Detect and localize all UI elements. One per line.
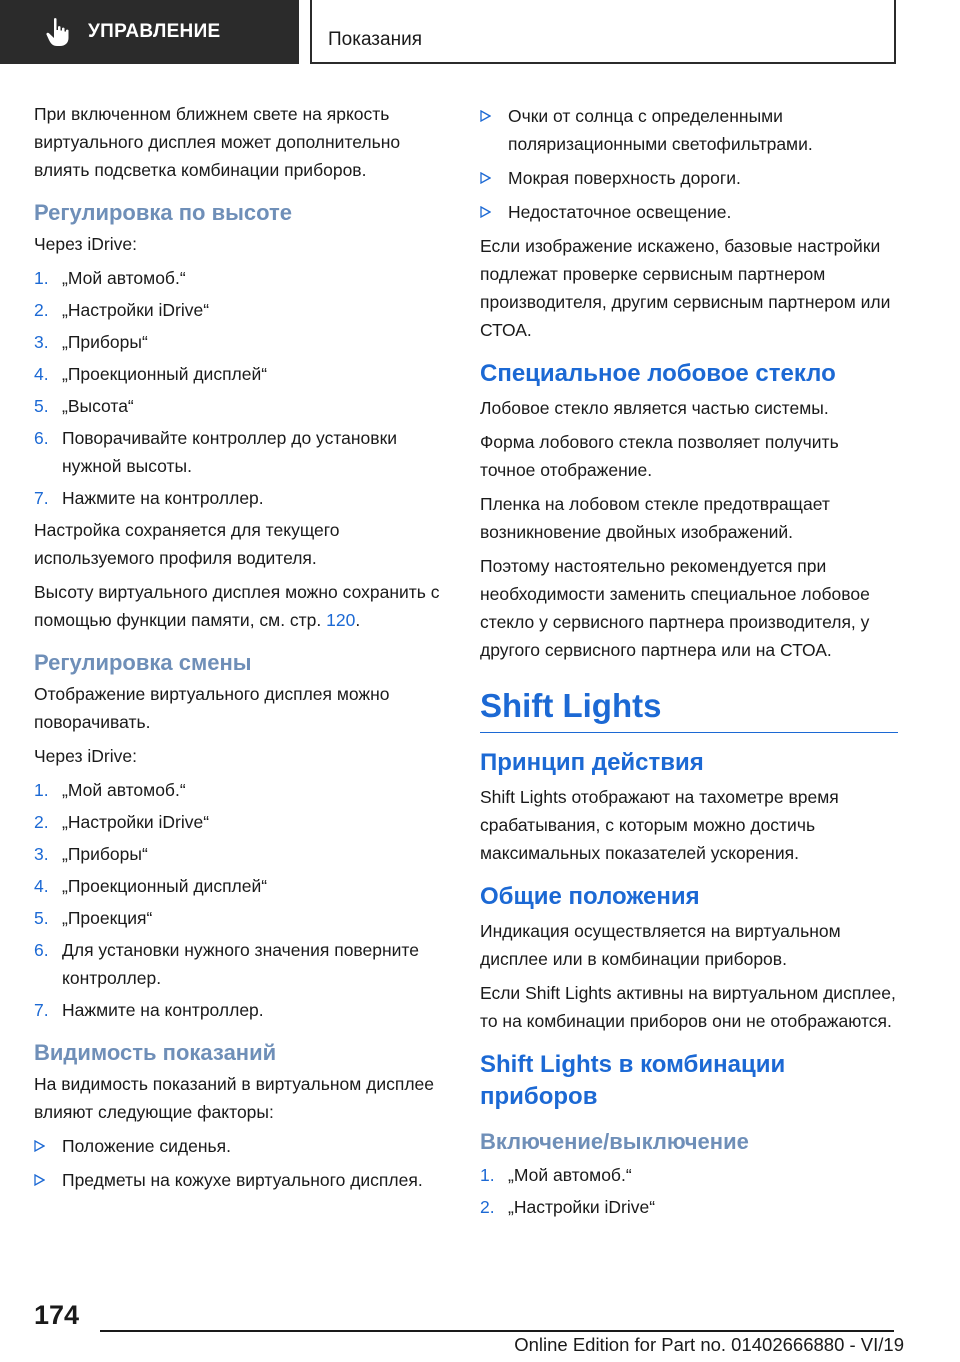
windshield-p2: Форма лобового стекла позволяет получить точное отображение. xyxy=(480,432,839,480)
triangle-bullet-icon xyxy=(34,1166,48,1194)
list-item: 2. „Настройки iDrive“ xyxy=(34,812,210,832)
list-item: 3. „Приборы“ xyxy=(34,332,148,352)
page-header xyxy=(310,0,896,64)
list-item: Положение сиденья. xyxy=(34,1132,452,1160)
visibility-bullets xyxy=(34,1132,452,1194)
list-item: 1. „Мой автомоб.“ xyxy=(480,1165,632,1185)
shift-lights-heading: Shift Lights xyxy=(480,686,898,733)
list-item: 5. „Высота“ xyxy=(34,396,134,416)
page-number: 174 xyxy=(34,1300,80,1330)
left-column xyxy=(34,100,452,1200)
list-item: 3. „Приборы“ xyxy=(34,844,148,864)
principle-paragraph: Shift Lights отображают на тахометре время срабатывания, с которым можно достичь максимальных показателей ускорения. xyxy=(480,787,839,863)
list-item: Очки от солнца с определенными поляризационными светофильтрами. xyxy=(480,102,898,158)
visibility-lead: На видимость показаний в виртуальном дисплее влияют следующие факторы: xyxy=(34,1074,435,1122)
hand-pointer-icon xyxy=(38,12,78,52)
onoff-heading: Включение/выключение xyxy=(480,1129,749,1154)
section-title: УПРАВЛЕНИЕ xyxy=(88,21,221,42)
general-p2: Если Shift Lights активны на виртуальном дисплее, то на комбинации приборов они не отображаются. xyxy=(480,983,896,1031)
list-item: 7. Нажмите на контроллер. xyxy=(34,488,264,508)
list-item: 6. Поворачивайте контроллер до установки нужной высоты. xyxy=(34,428,398,476)
rotation-lead: Отображение виртуального дисплея можно поворачивать. xyxy=(34,684,390,732)
list-item: Мокрая поверхность дороги. xyxy=(480,164,898,192)
list-item: 5. „Проекция“ xyxy=(34,908,153,928)
list-item: 6. Для установки нужного значения поверните контроллер. xyxy=(34,940,419,988)
intro-paragraph: При включенном ближнем свете на яркость виртуального дисплея может дополнительно влиять подсветка комбинации приборов. xyxy=(34,104,401,180)
windshield-p1: Лобовое стекло является частью системы. xyxy=(480,398,829,418)
list-item: 1. „Мой автомоб.“ xyxy=(34,780,186,800)
list-item: 4. „Проекционный дисплей“ xyxy=(34,876,268,896)
triangle-bullet-icon xyxy=(480,102,494,130)
list-item: 7. Нажмите на контроллер. xyxy=(34,1000,264,1020)
page-title: Показания xyxy=(328,29,422,50)
list-item: Предметы на кожухе виртуального дисплея. xyxy=(34,1166,452,1194)
rotation-heading: Регулировка смены xyxy=(34,650,252,675)
height-steps xyxy=(34,264,452,512)
height-note-memory: Высоту виртуального дисплея можно сохранить с помощью функции памяти, см. стр. 120. xyxy=(34,582,440,630)
height-note-profile: Настройка сохраняется для текущего используемого профиля водителя. xyxy=(34,520,340,568)
visibility-heading: Видимость показаний xyxy=(34,1040,277,1065)
triangle-bullet-icon xyxy=(34,1132,48,1160)
list-item: 2. „Настройки iDrive“ xyxy=(34,300,210,320)
onoff-steps xyxy=(480,1161,898,1221)
footer-divider xyxy=(100,1330,894,1332)
section-tab xyxy=(0,0,299,64)
rotation-steps xyxy=(34,776,452,1024)
windshield-heading: Специальное лобовое стекло xyxy=(480,360,836,387)
rotation-lead-idrive: Через iDrive: xyxy=(34,746,137,766)
windshield-p4: Поэтому настоятельно рекомендуется при необходимости заменить специальное лобовое стекло у сервисного партнера производителя, у другого сервисного партнера или на СТОА. xyxy=(480,556,870,660)
height-lead: Через iDrive: xyxy=(34,234,137,254)
triangle-bullet-icon xyxy=(480,164,494,192)
cluster-heading: Shift Lights в комбинации приборов xyxy=(480,1051,786,1110)
general-heading: Общие положения xyxy=(480,883,700,910)
list-item: 1. „Мой автомоб.“ xyxy=(34,268,186,288)
page-reference-link[interactable]: 120 xyxy=(326,610,356,630)
distortion-paragraph: Если изображение искажено, базовые настройки подлежат проверке сервисным партнером производителя, другим сервисным партнером или СТОА. xyxy=(480,236,891,340)
list-item: 2. „Настройки iDrive“ xyxy=(480,1197,656,1217)
list-item: Недостаточное освещение. xyxy=(480,198,898,226)
edition-info: Online Edition for Part no. 01402666880 - VI/19 xyxy=(514,1334,904,1355)
principle-heading: Принцип действия xyxy=(480,749,704,776)
visibility-bullets-continued xyxy=(480,102,898,226)
height-heading: Регулировка по высоте xyxy=(34,200,293,225)
right-column xyxy=(480,100,898,1225)
general-p1: Индикация осуществляется на виртуальном дисплее или в комбинации приборов. xyxy=(480,921,841,969)
triangle-bullet-icon xyxy=(480,198,494,226)
list-item: 4. „Проекционный дисплей“ xyxy=(34,364,268,384)
windshield-p3: Пленка на лобовом стекле предотвращает возникновение двойных изображений. xyxy=(480,494,830,542)
